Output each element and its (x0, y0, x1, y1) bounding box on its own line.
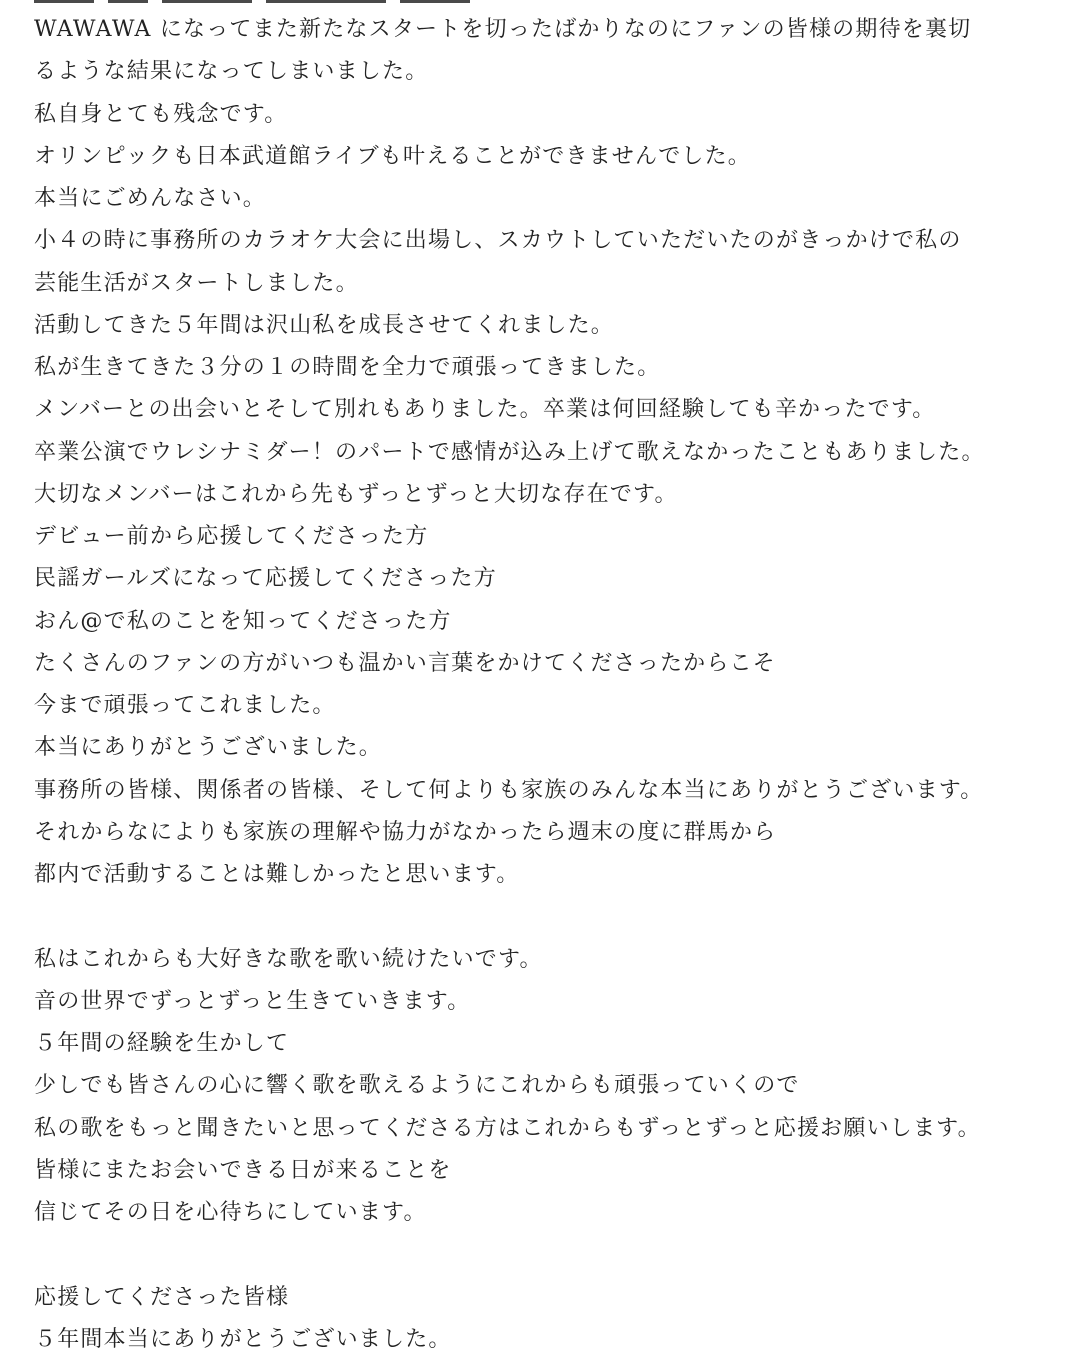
text-line: 私の歌をもっと聞きたいと思ってくださる方はこれからもずっとずっと応援お願いします。 (34, 1115, 981, 1141)
text-line: 私が生きてきた３分の１の時間を全力で頑張ってきました。 (34, 355, 661, 380)
text-line: メンバーとの出会いとそして別れもありました。卒業は何回経験しても辛かったです。 (34, 397, 936, 423)
text-line: 本当にごめんなさい。 (34, 186, 267, 211)
text-line: 小４の時に事務所のカラオケ大会に出場し、スカウトしていただいたのがきっかけで私の (34, 228, 962, 254)
message-body (34, 9, 1064, 1361)
text-line: 少しでも皆さんの心に響く歌を歌えるようにこれからも頑張っていくので (34, 1073, 800, 1099)
text-line: るような結果になってしまいました。 (34, 59, 429, 85)
blank-line (34, 1234, 1064, 1276)
text-line: 応援してくださった皆様 (34, 1284, 290, 1310)
text-line: 卒業公演でウレシナミダー！のパートで感情が込み上げて歌えなかったこともありました。 (34, 439, 985, 465)
text-line: たくさんのファンの方がいつも温かい言葉をかけてくださったからこそ (34, 650, 776, 676)
text-line: 私はこれからも大好きな歌を歌い続けたいです。 (34, 946, 543, 972)
text-line: 今まで頑張ってこれました。 (34, 693, 336, 718)
text-line: 民謡ガールズになって応援してくださった方 (34, 566, 497, 592)
text-line: 事務所の皆様、関係者の皆様、そして何よりも家族のみんな本当にありがとうございます。 (34, 777, 984, 803)
text-line: 活動してきた５年間は沢山私を成長させてくれました。 (34, 312, 615, 338)
clipped-previous-line (34, 0, 554, 4)
text-line: デビュー前から応援してくださった方 (34, 524, 429, 549)
text-line: WAWAWA になってまた新たなスタートを切ったばかりなのにファンの皆様の期待を裏切 (34, 17, 972, 42)
text-line: 芸能生活がスタートしました。 (34, 270, 359, 296)
text-line: オリンピックも日本武道館ライブも叶えることができませんでした。 (34, 143, 752, 169)
blank-line (34, 896, 1064, 938)
text-line: 信じてその日を心待ちにしています。 (34, 1200, 427, 1225)
text-line: 皆様にまたお会いできる日が来ることを (34, 1157, 452, 1183)
text-line: 都内で活動することは難しかったと思います。 (34, 862, 520, 887)
text-line: 音の世界でずっとずっと生きていきます。 (34, 988, 471, 1014)
text-line: 大切なメンバーはこれから先もずっとずっと大切な存在です。 (34, 481, 678, 507)
text-line: ５年間の経験を生かして (34, 1031, 290, 1056)
text-line: 私自身とても残念です。 (34, 101, 288, 127)
text-line: 本当にありがとうございました。 (34, 735, 383, 761)
text-line: おん@で私のことを知ってくださった方 (34, 608, 452, 634)
text-line: それからなによりも家族の理解や協力がなかったら週末の度に群馬から (34, 819, 777, 845)
text-line: ５年間本当にありがとうございました。 (34, 1326, 452, 1352)
